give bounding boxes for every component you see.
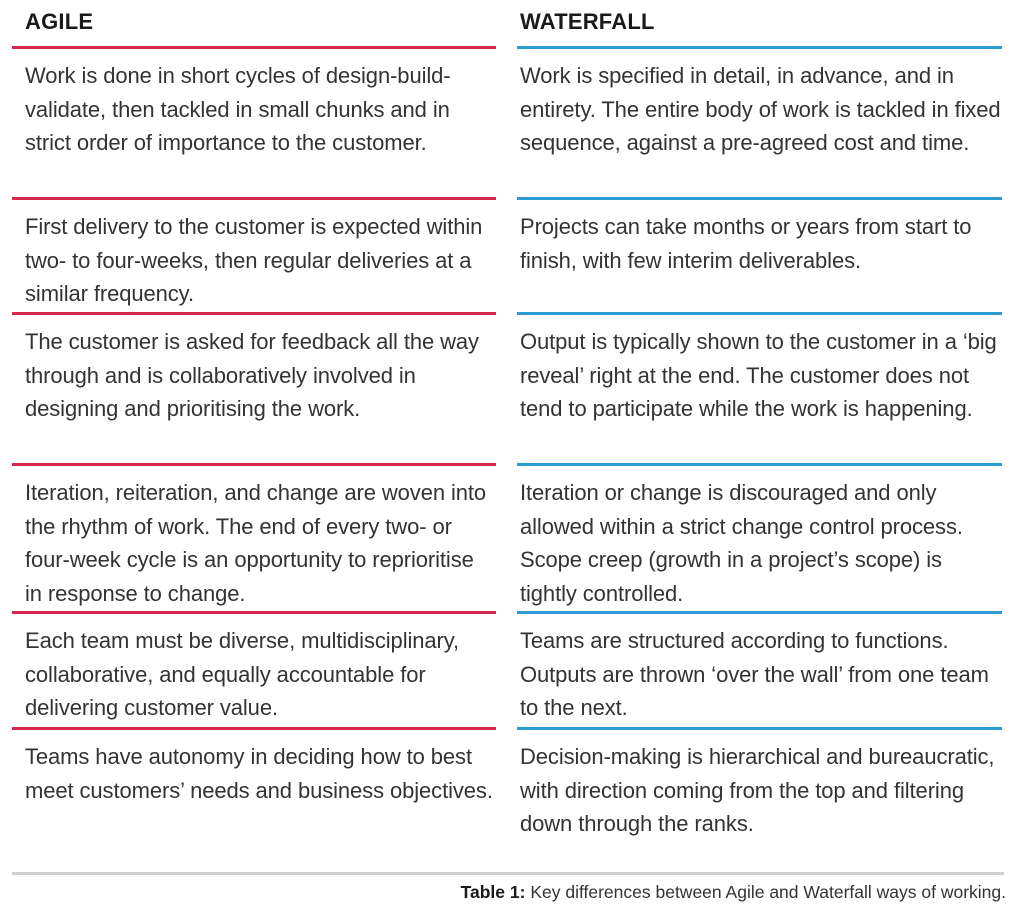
- waterfall-cell-4: [517, 466, 1002, 611]
- agile-header-label: AGILE: [25, 9, 94, 34]
- waterfall-cell-3: [517, 315, 1002, 463]
- waterfall-cell-text: Teams are structured according to functions. Outputs are thrown ‘over the wall’ from one team to the next.: [520, 628, 989, 720]
- agile-cell-6: [12, 730, 496, 860]
- waterfall-cell-text: Projects can take months or years from start to finish, with few interim deliverables.: [520, 214, 972, 273]
- waterfall-cell-text: Work is specified in detail, in advance, and in entirety. The entire body of work is tackled in fixed sequence, against a pre-agreed cost and time.: [520, 63, 1001, 155]
- waterfall-header: [517, 0, 1002, 46]
- agile-column: [12, 0, 496, 860]
- waterfall-cell-text: Iteration or change is discouraged and only allowed within a strict change control process. Scope creep (growth in a project’s scope) is tightly controlled.: [520, 480, 963, 606]
- caption-label: Table 1:: [460, 882, 526, 902]
- agile-cell-text: The customer is asked for feedback all the way through and is collaboratively involved in designing and prioritising the work.: [25, 329, 479, 421]
- agile-cell-3: [12, 315, 496, 463]
- waterfall-cell-6: [517, 730, 1002, 860]
- footer-divider: [12, 872, 1004, 875]
- waterfall-cell-text: Output is typically shown to the customer in a ‘big reveal’ right at the end. The customer does not tend to participate while the work is happening.: [520, 329, 997, 421]
- agile-cell-text: Each team must be diverse, multidisciplinary, collaborative, and equally accountable for delivering customer value.: [25, 628, 460, 720]
- agile-cell-text: Iteration, reiteration, and change are woven into the rhythm of work. The end of every two- or four-week cycle is an opportunity to reprioritise in response to change.: [25, 480, 487, 606]
- agile-cell-1: [12, 49, 496, 197]
- waterfall-cell-1: [517, 49, 1002, 197]
- waterfall-cell-5: [517, 614, 1002, 727]
- waterfall-column: [517, 0, 1002, 860]
- agile-cell-text: Teams have autonomy in deciding how to best meet customers’ needs and business objectives.: [25, 744, 493, 803]
- agile-cell-text: Work is done in short cycles of design-build-validate, then tackled in small chunks and in strict order of importance to the customer.: [25, 63, 451, 155]
- waterfall-header-label: WATERFALL: [520, 9, 655, 34]
- caption-text: Key differences between Agile and Waterfall ways of working.: [525, 882, 1006, 902]
- agile-header: [12, 0, 496, 46]
- table-caption: [461, 882, 1006, 903]
- agile-cell-4: [12, 466, 496, 611]
- agile-cell-5: [12, 614, 496, 727]
- agile-cell-2: [12, 200, 496, 312]
- waterfall-cell-2: [517, 200, 1002, 312]
- agile-cell-text: First delivery to the customer is expected within two- to four-weeks, then regular deliveries at a similar frequency.: [25, 214, 483, 306]
- waterfall-cell-text: Decision-making is hierarchical and bureaucratic, with direction coming from the top and filtering down through the ranks.: [520, 744, 995, 836]
